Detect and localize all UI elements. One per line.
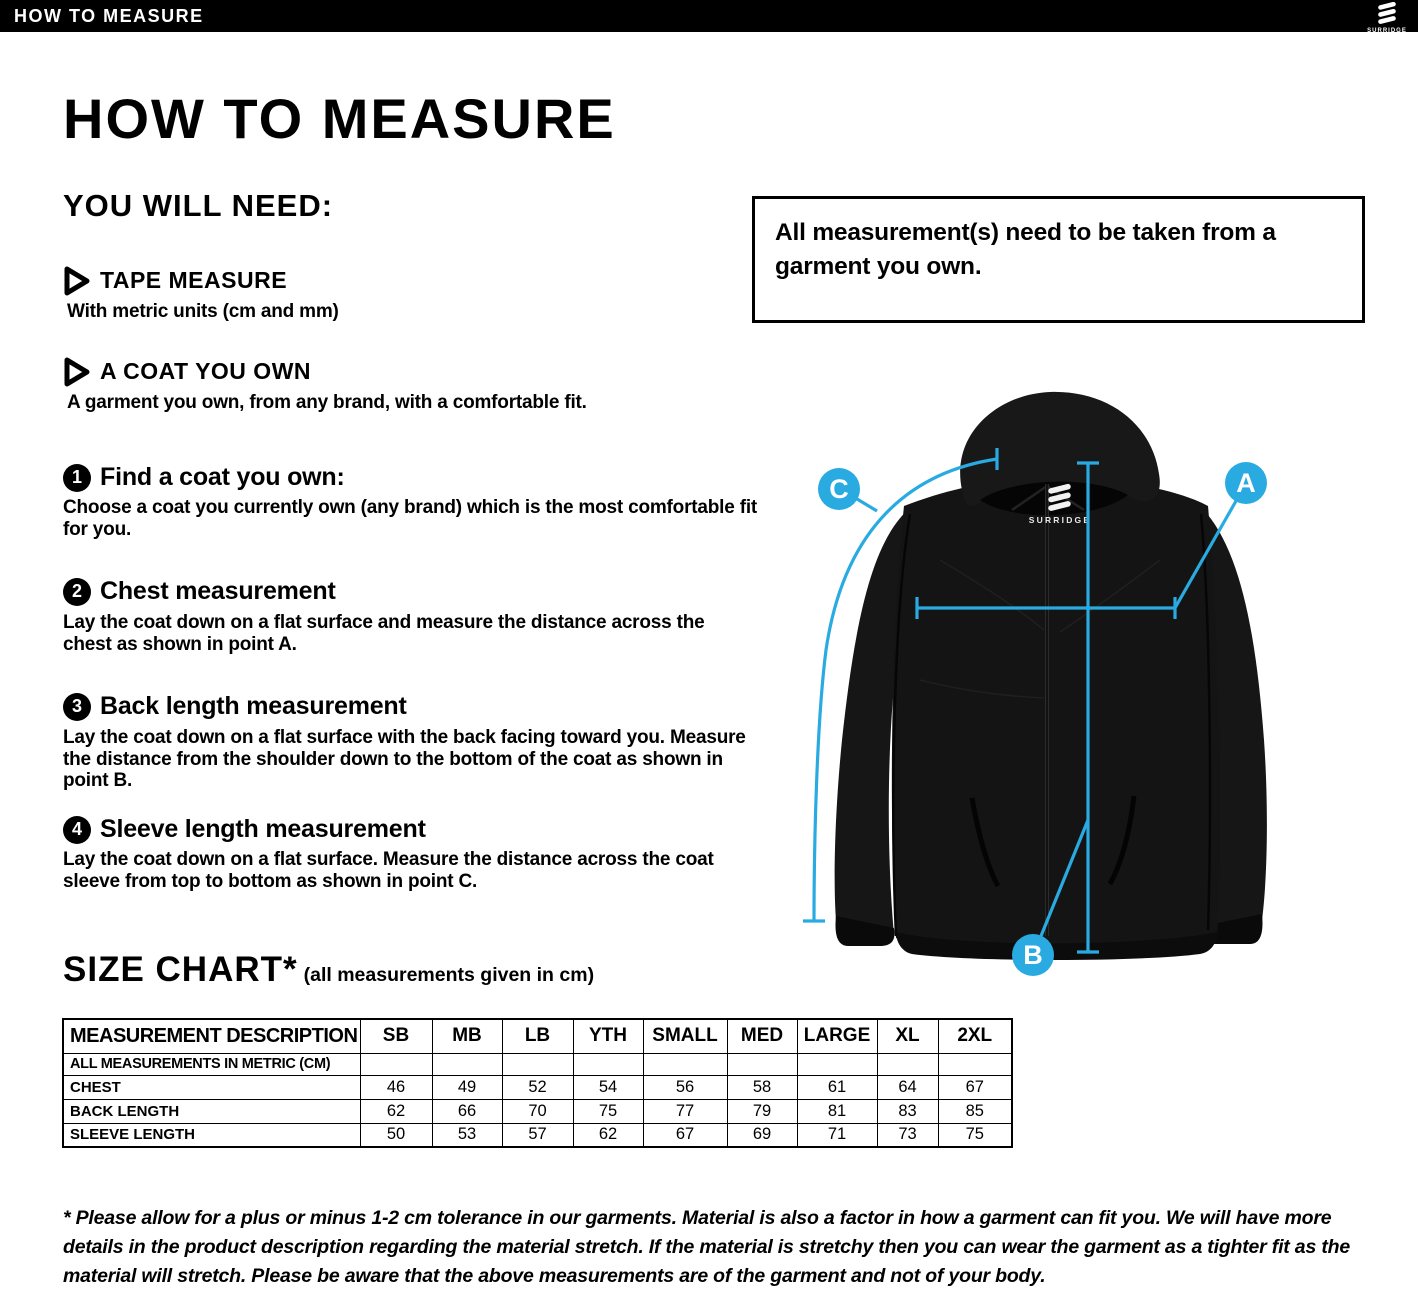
cell <box>573 1053 643 1075</box>
cell: 83 <box>877 1099 938 1123</box>
cell: 57 <box>502 1123 573 1147</box>
cell: 67 <box>938 1075 1012 1099</box>
size-chart-heading <box>63 950 594 990</box>
step-title: Sleeve length measurement <box>100 815 426 843</box>
cell: 75 <box>573 1099 643 1123</box>
need-item-label: TAPE MEASURE <box>100 267 288 293</box>
need-item-description: With metric units (cm and mm) <box>67 301 339 322</box>
cell: 67 <box>643 1123 727 1147</box>
triangle-bullet-icon <box>62 356 92 388</box>
note-text: All measurement(s) need to be taken from a garment you own. <box>775 219 1276 280</box>
cell: 81 <box>797 1099 877 1123</box>
table-header-row <box>63 1019 1012 1053</box>
cell: 56 <box>643 1075 727 1099</box>
label-a: A <box>1236 468 1256 498</box>
size-chart-table <box>62 1018 1013 1148</box>
col-header: MB <box>432 1019 502 1053</box>
triangle-bullet-icon <box>62 265 92 297</box>
col-header: LARGE <box>797 1019 877 1053</box>
cell: 61 <box>797 1075 877 1099</box>
page-title: HOW TO MEASURE <box>63 87 616 150</box>
top-bar <box>0 0 1418 32</box>
you-will-need-heading: YOU WILL NEED: <box>63 188 334 223</box>
cell: 58 <box>727 1075 797 1099</box>
step-1-body: Choose a coat you currently own (any brand) which is the most comfortable fit for you. <box>63 497 758 540</box>
jacket-measurement-diagram <box>760 380 1400 1020</box>
cell: 62 <box>360 1099 432 1123</box>
cell <box>643 1053 727 1075</box>
cell: 85 <box>938 1099 1012 1123</box>
step-title: Chest measurement <box>100 577 336 605</box>
cell: 73 <box>877 1123 938 1147</box>
step-number-badge: 4 <box>63 816 91 844</box>
col-header: MEASUREMENT DESCRIPTION <box>63 1019 360 1053</box>
step-3-body: Lay the coat down on a flat surface with the back facing toward you. Measure the distance from the shoulder down to the bottom of the coat as shown in point B. <box>63 727 746 791</box>
cell <box>727 1053 797 1075</box>
brand-logo <box>1364 2 1410 34</box>
col-header: SB <box>360 1019 432 1053</box>
col-header: MED <box>727 1019 797 1053</box>
cell: 62 <box>573 1123 643 1147</box>
table-row <box>63 1075 1012 1099</box>
cell: 75 <box>938 1123 1012 1147</box>
step-number-badge: 1 <box>63 464 91 492</box>
col-header: LB <box>502 1019 573 1053</box>
cell: 71 <box>797 1123 877 1147</box>
cell <box>877 1053 938 1075</box>
cell: 46 <box>360 1075 432 1099</box>
col-header: SMALL <box>643 1019 727 1053</box>
step-4-body: Lay the coat down on a flat surface. Measure the distance across the coat sleeve from top to bottom as shown in point C. <box>63 849 714 892</box>
cell: 53 <box>432 1123 502 1147</box>
col-header: 2XL <box>938 1019 1012 1053</box>
cell: 77 <box>643 1099 727 1123</box>
table-row <box>63 1123 1012 1147</box>
size-chart-title: SIZE CHART* <box>63 950 298 989</box>
col-header: XL <box>877 1019 938 1053</box>
row-label: SLEEVE LENGTH <box>63 1123 360 1147</box>
table-row <box>63 1099 1012 1123</box>
step-2-header <box>63 577 336 606</box>
cell: 54 <box>573 1075 643 1099</box>
need-item-label: A COAT YOU OWN <box>100 358 312 384</box>
step-title: Back length measurement <box>100 692 407 720</box>
disclaimer-text: * Please allow for a plus or minus 1-2 cm tolerance in our garments. Material is also a factor in how a garment can fit you. We will have more details in the product description regarding the material stretch. If the material is stretchy then you can wear the garment as a tighter fit as the material will stretch. Please be aware that the above measurements are of the garment and not of your body. <box>63 1207 1350 1287</box>
step-number-badge: 2 <box>63 578 91 606</box>
top-bar-title: HOW TO MEASURE <box>14 6 204 26</box>
size-chart-subtitle: (all measurements given in cm) <box>303 964 595 986</box>
brand-word: SURRIDGE <box>1367 28 1407 34</box>
step-title: Find a coat you own: <box>100 463 345 491</box>
step-number-badge: 3 <box>63 693 91 721</box>
surridge-s-icon <box>1376 2 1398 24</box>
jacket-illustration <box>835 392 1267 960</box>
label-c: C <box>829 474 849 504</box>
cell <box>360 1053 432 1075</box>
table-row <box>63 1053 1012 1075</box>
step-3-header <box>63 692 407 721</box>
cell: 69 <box>727 1123 797 1147</box>
cell: 50 <box>360 1123 432 1147</box>
cell <box>797 1053 877 1075</box>
step-2-body: Lay the coat down on a flat surface and measure the distance across the chest as shown in point A. <box>63 612 705 655</box>
need-item-description: A garment you own, from any brand, with a comfortable fit. <box>67 392 587 413</box>
label-b: B <box>1023 940 1043 970</box>
cell: 66 <box>432 1099 502 1123</box>
note-box <box>752 196 1365 323</box>
row-label: BACK LENGTH <box>63 1099 360 1123</box>
cell: 70 <box>502 1099 573 1123</box>
cell: 49 <box>432 1075 502 1099</box>
cell: 64 <box>877 1075 938 1099</box>
cell <box>432 1053 502 1075</box>
step-1-header <box>63 463 345 492</box>
cell <box>502 1053 573 1075</box>
jacket-brand-word: SURRIDGE <box>1028 515 1092 525</box>
row-label: CHEST <box>63 1075 360 1099</box>
cell: 52 <box>502 1075 573 1099</box>
col-header: YTH <box>573 1019 643 1053</box>
step-4-header <box>63 815 426 844</box>
cell <box>938 1053 1012 1075</box>
cell: 79 <box>727 1099 797 1123</box>
label-c-connector <box>857 499 877 511</box>
row-label: ALL MEASUREMENTS IN METRIC (CM) <box>63 1053 360 1075</box>
